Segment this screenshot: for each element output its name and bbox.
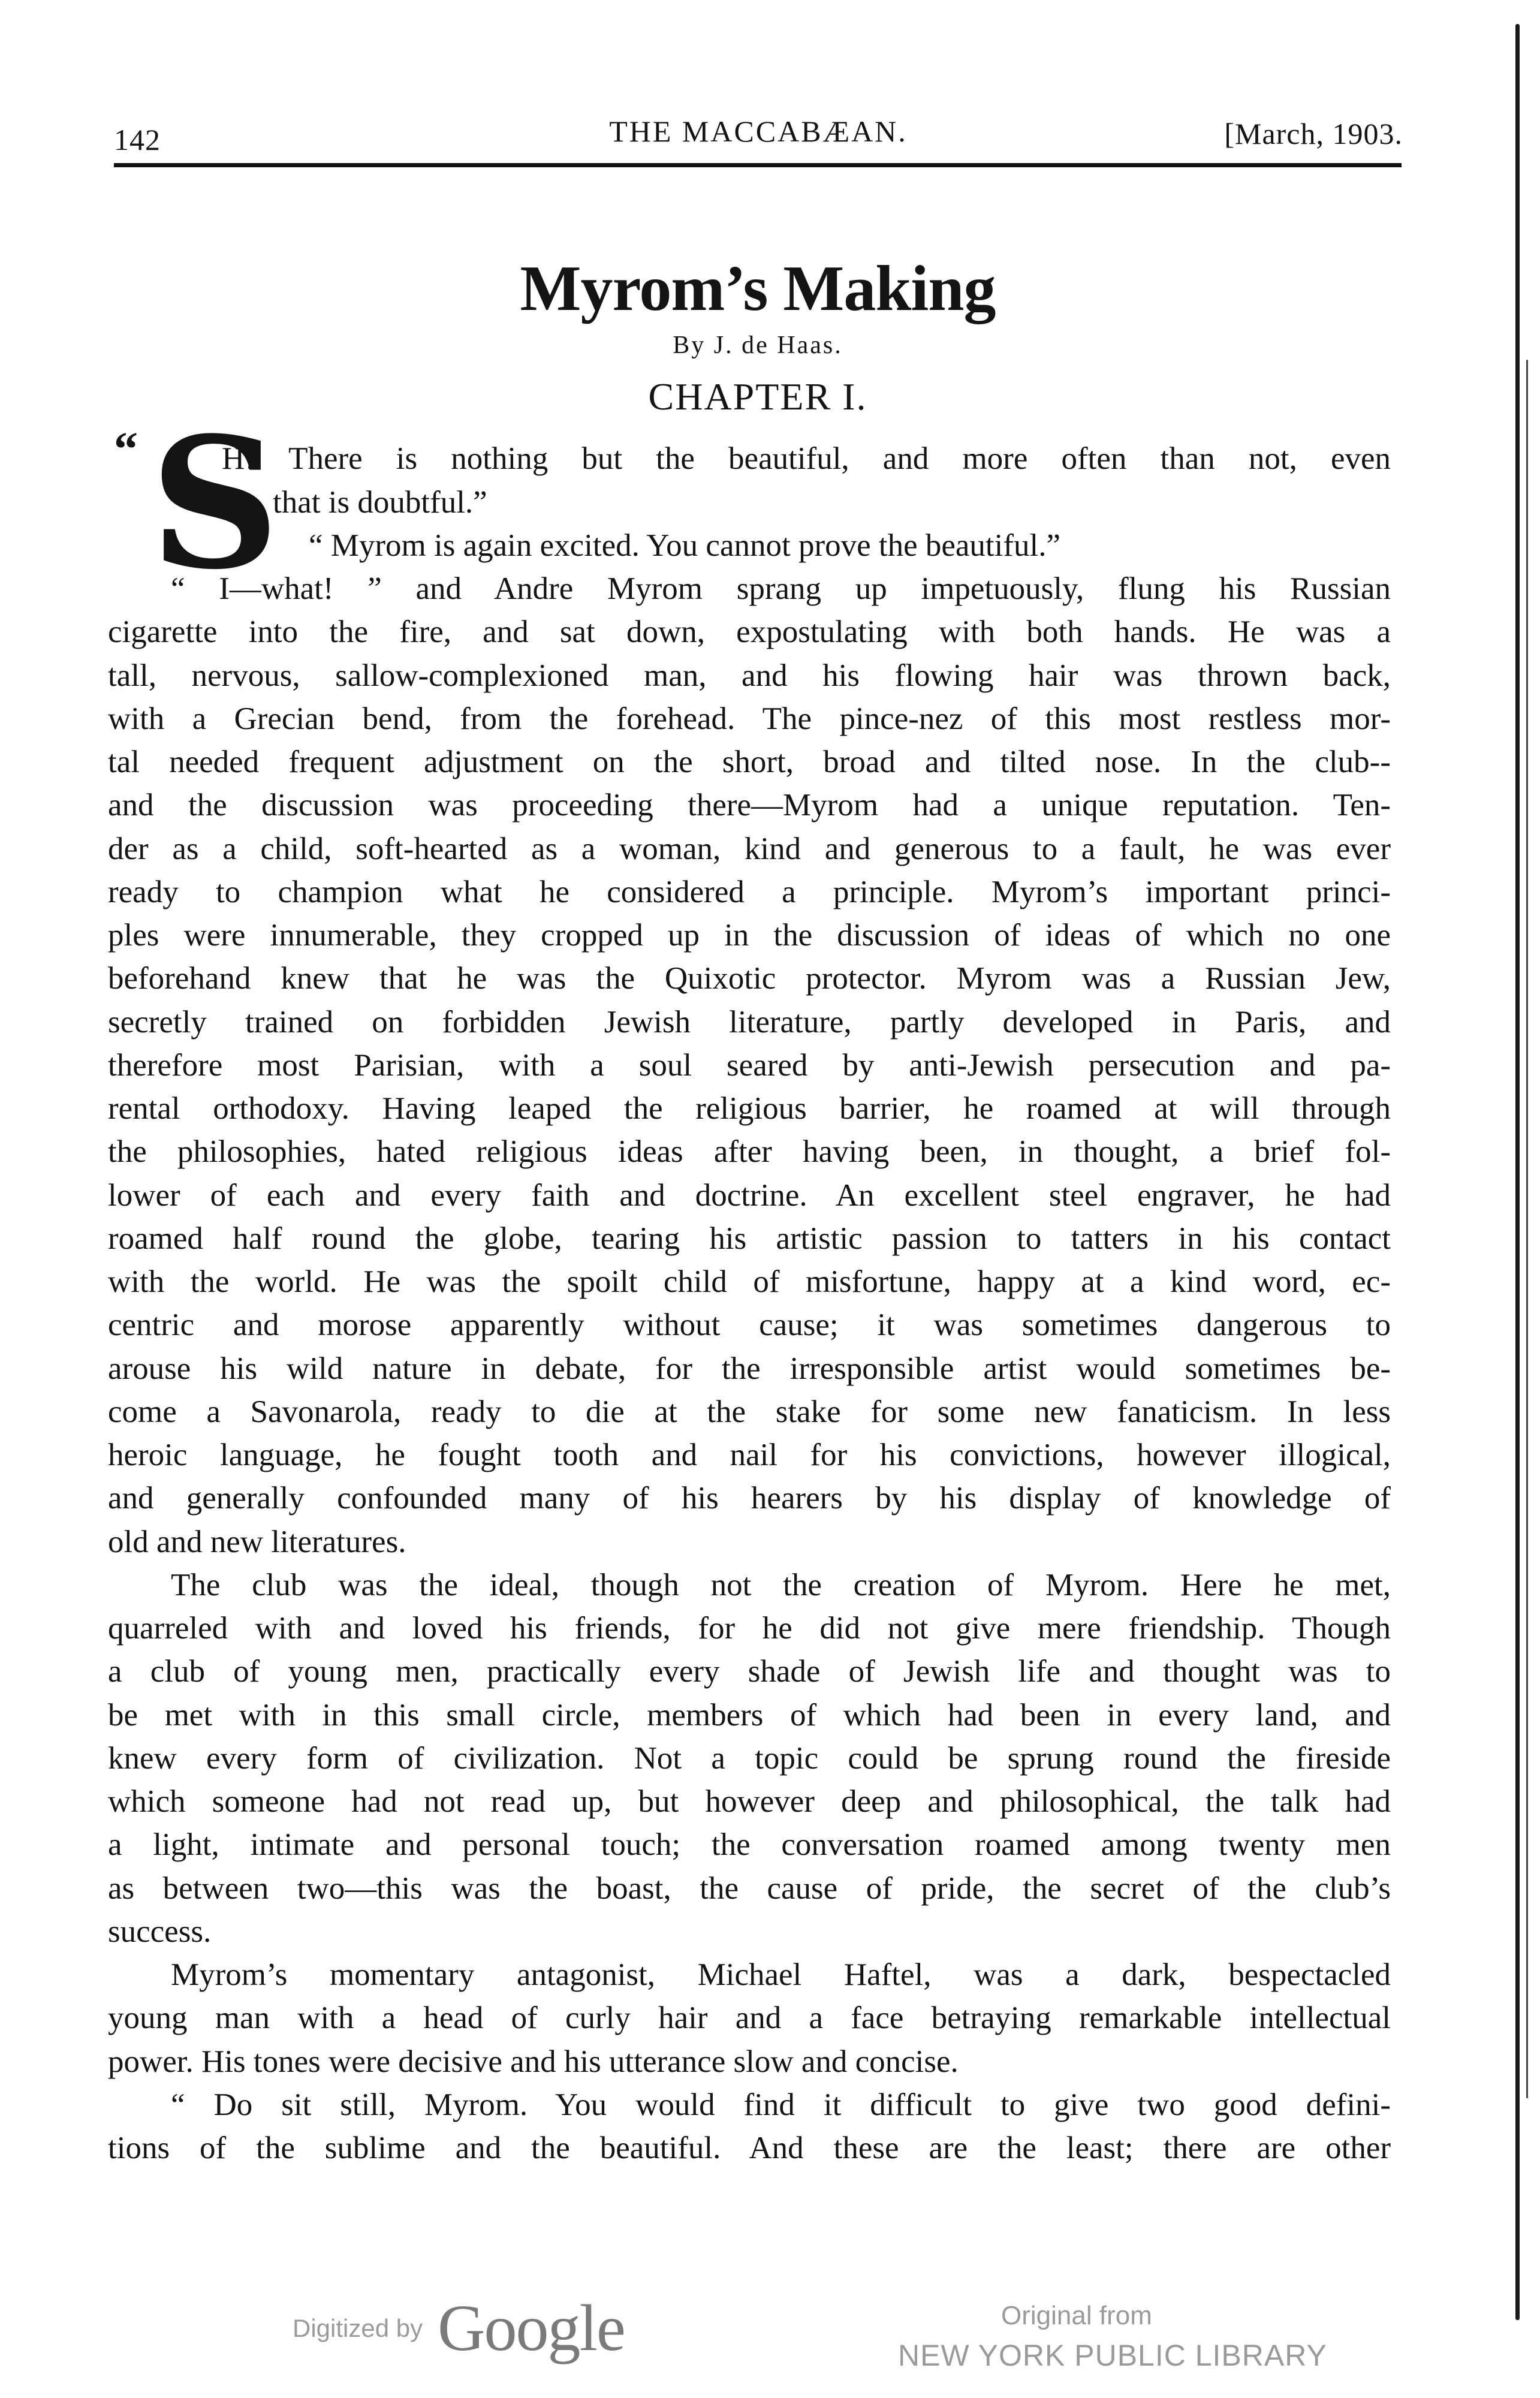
text-line: knew every form of civilization. Not a topic could be sprung round the fireside [108, 1741, 1391, 1776]
text-line: the philosophies, hated religious ideas after having been, in thought, a brief fol- [108, 1134, 1391, 1169]
text-line: with the world. He was the spoilt child of misfortune, happy at a kind word, ec- [108, 1264, 1391, 1299]
text-line: H! There is nothing but the beautiful, and more often than not, even [222, 441, 1391, 476]
text-line: that is doubtful.” [273, 485, 487, 520]
page-edge-binding-inner [1526, 360, 1528, 2098]
text-line: as between two—this was the boast, the cause of pride, the secret of the club’s [108, 1871, 1391, 1906]
text-line: “ I—what! ” and Andre Myrom sprang up impetuously, flung his Russian [171, 571, 1391, 606]
text-line: beforehand knew that he was the Quixotic protector. Myrom was a Russian Jew, [108, 961, 1391, 996]
text-line: ready to champion what he considered a principle. Myrom’s important princi- [108, 875, 1391, 909]
text-line: The club was the ideal, though not the creation of Myrom. Here he met, [171, 1568, 1391, 1602]
text-line: young man with a head of curly hair and a face betraying remarkable intellectual [108, 2001, 1391, 2035]
issue-date: [March, 1903. [1224, 117, 1403, 150]
text-line: power. His tones were decisive and his utterance slow and concise. [108, 2044, 959, 2079]
text-line: a club of young men, practically every shade of Jewish life and thought was to [108, 1654, 1391, 1689]
drop-cap: S [150, 397, 280, 609]
text-line: and the discussion was proceeding there—Myrom had a unique reputation. Ten- [108, 788, 1391, 823]
text-line: a light, intimate and personal touch; the conversation roamed among twenty men [108, 1827, 1391, 1862]
text-line: roamed half round the globe, tearing his artistic passion to tatters in his contact [108, 1221, 1391, 1256]
library-name: NEW YORK PUBLIC LIBRARY [898, 2339, 1327, 2372]
text-line: therefore most Parisian, with a soul seared by anti-Jewish persecution and pa- [108, 1048, 1391, 1083]
running-head [114, 114, 1403, 156]
page-number: 142 [114, 123, 161, 156]
journal-title: THE MACCABÆAN. [609, 115, 908, 148]
text-line: tall, nervous, sallow-complexioned man, and his flowing hair was thrown back, [108, 658, 1391, 693]
article-byline: By J. de Haas. [673, 332, 843, 359]
text-line: success. [108, 1914, 212, 1949]
text-line: “ Myrom is again excited. You cannot prove the beautiful.” [309, 528, 1061, 563]
text-line: lower of each and every faith and doctrine. An excellent steel engraver, he had [108, 1178, 1391, 1213]
article-title: Myrom’s Making [520, 253, 996, 324]
header-rule [114, 163, 1402, 167]
text-line: centric and morose apparently without cause; it was sometimes dangerous to [108, 1308, 1391, 1342]
text-line: heroic language, he fought tooth and nail for his convictions, however illogical, [108, 1438, 1391, 1472]
text-line: and generally confounded many of his hearers by his display of knowledge of [108, 1481, 1391, 1516]
text-line: cigarette into the fire, and sat down, expostulating with both hands. He was a [108, 614, 1391, 649]
opening-quote-mark: “ [114, 423, 138, 476]
chapter-heading: CHAPTER I. [648, 375, 867, 418]
text-line: “ Do sit still, Myrom. You would find it difficult to give two good defini- [171, 2087, 1391, 2122]
page-edge-binding [1515, 24, 1520, 2320]
text-line: tal needed frequent adjustment on the short, broad and tilted nose. In the club-- [108, 745, 1391, 779]
text-line: secretly trained on forbidden Jewish literature, partly developed in Paris, and [108, 1005, 1391, 1040]
original-from-label: Original from [1001, 2301, 1152, 2330]
text-line: tions of the sublime and the beautiful. And these are the least; there are other [108, 2131, 1391, 2165]
digitized-by-label: Digitized by [293, 2314, 423, 2342]
google-logo: Google [438, 2291, 625, 2364]
text-line: be met with in this small circle, members of which had been in every land, and [108, 1698, 1391, 1733]
text-line: come a Savonarola, ready to die at the stake for some new fanaticism. In less [108, 1394, 1391, 1429]
text-line: which someone had not read up, but however deep and philosophical, the talk had [108, 1784, 1391, 1819]
text-line: ples were innumerable, they cropped up in the discussion of ideas of which no one [108, 918, 1391, 953]
text-line: arouse his wild nature in debate, for the irresponsible artist would sometimes be- [108, 1351, 1391, 1386]
text-line: der as a child, soft-hearted as a woman, kind and generous to a fault, he was ever [108, 832, 1391, 866]
text-line: old and new literatures. [108, 1525, 406, 1559]
text-line: with a Grecian bend, from the forehead. The pince-nez of this most restless mor- [108, 701, 1391, 736]
text-line: Myrom’s momentary antagonist, Michael Haftel, was a dark, bespectacled [171, 1957, 1391, 1992]
text-line: quarreled with and loved his friends, for he did not give mere friendship. Though [108, 1611, 1391, 1646]
text-line: rental orthodoxy. Having leaped the religious barrier, he roamed at will through [108, 1091, 1391, 1126]
